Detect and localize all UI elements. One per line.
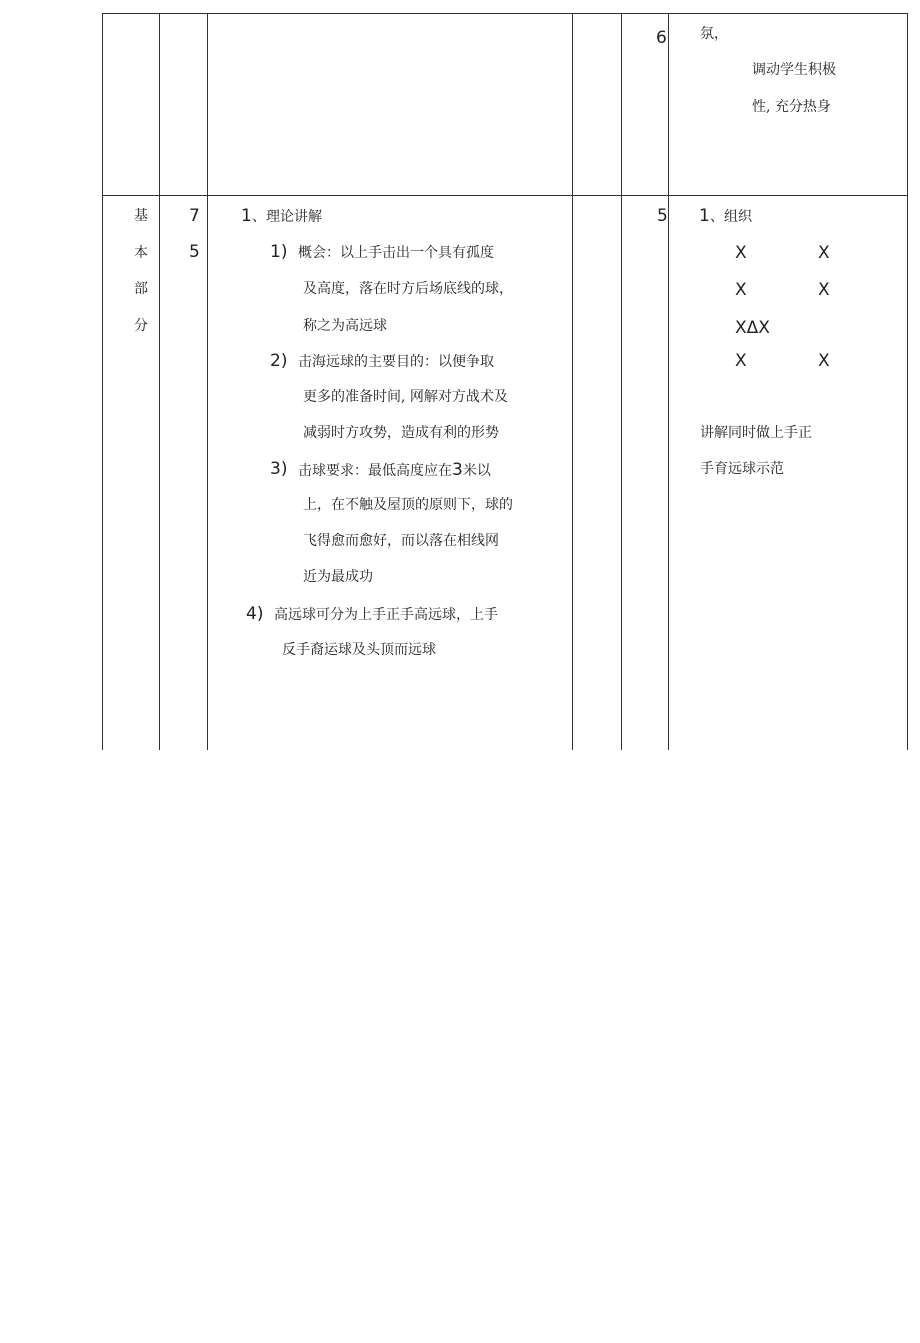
column-border [207, 13, 208, 750]
table-top-border [102, 13, 908, 14]
column-border [621, 13, 622, 750]
item-number: 3) [270, 459, 288, 479]
formation-player-mark: X [818, 351, 830, 371]
formation-player-mark: X [735, 351, 747, 371]
organization-heading-text: 、组织 [710, 209, 752, 225]
height-value: 3 [452, 460, 463, 480]
organization-note: 讲解同时做上手正 [700, 425, 812, 441]
content-heading-num: 1 [241, 206, 252, 226]
item-line: 高远球可分为上手正手高远球，上手 [274, 607, 498, 623]
formation-player-mark: X [818, 243, 830, 263]
item-line: 上，在不触及屋顶的原则下，球的 [303, 497, 513, 513]
item-line: 称之为高远球 [303, 318, 387, 334]
content-heading-text: 、理论讲解 [252, 209, 322, 225]
note-line: 调动学生积极 [752, 62, 836, 78]
item-line: 击海远球的主要目的：以便争取 [298, 354, 494, 370]
height-unit: 米以 [462, 463, 491, 479]
item-line: 更多的准备时间, 网解对方战术及 [303, 389, 508, 405]
column-border [907, 13, 908, 750]
formation-player-mark: X [735, 280, 747, 300]
section-label-char: 部 [134, 281, 148, 297]
column-border [572, 13, 573, 750]
minutes-digit: 7 [189, 206, 200, 226]
minutes-digit: 5 [189, 242, 200, 262]
column-border [159, 13, 160, 750]
formation-player-mark: X [818, 280, 830, 300]
section-label-char: 基 [134, 208, 148, 224]
section-label-char: 本 [134, 245, 148, 261]
row-divider [102, 195, 908, 196]
section-label-char: 分 [134, 318, 148, 334]
item-line: 反手裔运球及头顶而远球 [282, 642, 436, 658]
item-line: 概会：以上手击出一个具有孤度 [298, 245, 494, 261]
column-border [668, 13, 669, 750]
note-line: 氛， [700, 26, 728, 42]
formation-teacher-row: XΔX [735, 318, 770, 338]
item-line: 减弱时方攻势，造成有利的形势 [303, 425, 499, 441]
item-number: 2) [270, 351, 288, 371]
item-line: 击球要求：最低高度应在 [298, 463, 452, 479]
organization-heading-num: 1 [699, 206, 710, 226]
column-border [102, 13, 103, 750]
organization-note: 手育远球示范 [700, 461, 784, 477]
count-value: 5 [657, 206, 668, 226]
item-line: 飞得愈而愈好，而以落在相线网 [303, 533, 499, 549]
item-line: 及高度，落在时方后场底线的球， [303, 281, 513, 297]
note-line: 性, 充分热身 [752, 99, 831, 115]
time-value: 6 [656, 28, 667, 48]
item-line-with-value [298, 460, 491, 480]
item-line: 近为最成功 [303, 569, 373, 585]
item-number: 4) [246, 604, 264, 624]
formation-player-mark: X [735, 243, 747, 263]
item-number: 1) [270, 242, 288, 262]
